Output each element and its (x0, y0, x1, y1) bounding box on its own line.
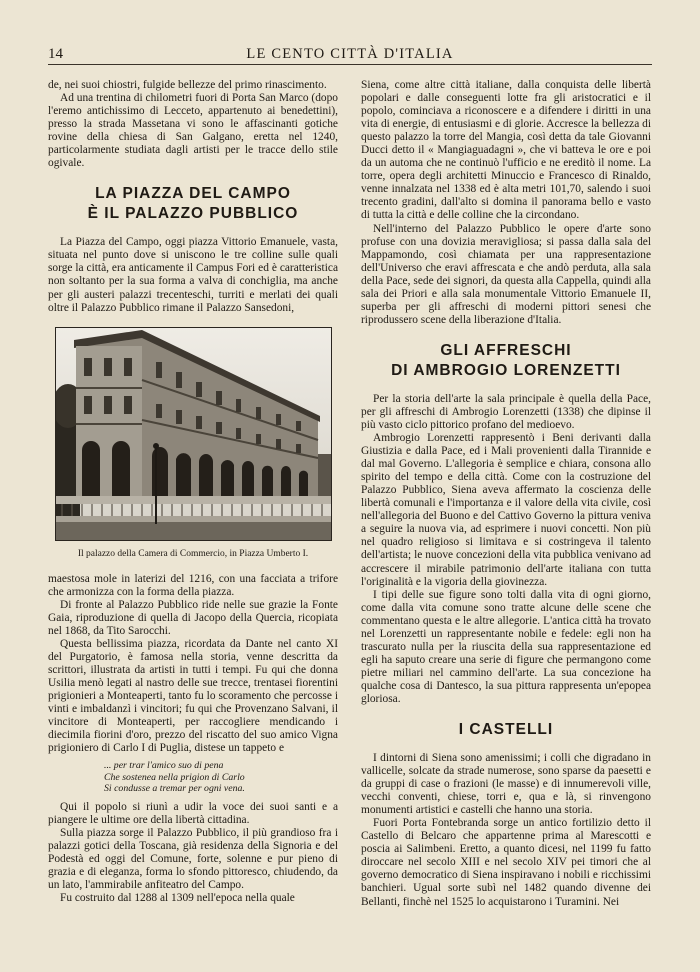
paragraph: Fu costruito dal 1288 al 1309 nell'epoca nella quale (60, 892, 295, 905)
page-number: 14 (48, 46, 63, 62)
running-header (48, 46, 652, 65)
right-column (361, 79, 651, 909)
verse-line: Che sostenea nella prigion di Carlo (104, 771, 245, 783)
paragraph: maestosa mole in laterizi del 1216, con una facciata a trifore che armonizza con la forma della piazza. (48, 572, 338, 598)
left-column (48, 79, 338, 905)
section-heading: DI AMBROGIO LORENZETTI (391, 361, 621, 379)
paragraph: Nell'interno del Palazzo Pubblico le opere d'arte sono profuse con una dovizia meravigliosa; si passa dalla sala del Mappamondo, così chiamata per una rappresentazione dell'Universo che eravi affrescata e che andò perduta, alla sala della Pace, sede dei signori, da questa alla Cappella, quindi alla sala dei Priori e alla sala monumentale Vittorio Emanuele II, superba per gli affreschi di moderni pittori senesi che riprodussero scene della liberazione d'Italia. (361, 222, 651, 326)
paragraph: Qui il popolo si riunì a udir la voce dei suoi santi e a piangere le ultime ore della libertà cittadina. (48, 800, 338, 826)
paragraph: Ad una trentina di chilometri fuori di Porta San Marco (dopo l'eremo antichissimo di Lecceto, appartenuto ai benedettini), presso la strada Massetana vi sono le affascinanti gotiche rovine della chiesa di San Galgano, eretta nel 1240, particolarmente studiata dagli artisti per le tracce dello stile ogivale. (48, 92, 338, 170)
section-heading: È IL PALAZZO PUBBLICO (87, 205, 299, 223)
running-title: LE CENTO CITTÀ D'ITALIA (246, 46, 454, 62)
section-heading: GLI AFFRESCHI (440, 341, 572, 359)
verse-quote (48, 760, 338, 795)
paragraph: I tipi delle sue figure sono tolti dalla vita di ogni giorno, come dalla vita comune sono tratte alcune delle scene che commentano questa e le altre allegorie. L'antica città ha trovato nel Lorenzetti un rappresentante nobile e fedele: egli non ha trascurato nulla per la riuscita della sua rappresentazione ed egli ha saputo creare una serie di figure che permangono come pietre miliari nel cammino dell'arte. La sua concezione ha qualche cosa di Dantesco, la sua pittura rappresenta un'epopea gloriosa. (361, 588, 651, 705)
paragraph: Questa bellissima piazza, ricordata da Dante nel canto XI del Purgatorio, è famosa nella storia, venne descritta da scrittori, illustrata da artisti in tutti i tempi. Fu qui che donna Usilia menò legati al nastro delle sue trecce, trentasei fiorentini prigionieri a Monteaperti, tanto fu lo scoramento che percosse i vinti e imbaldanzì i vincitori; fu qui che Provenzano Salvani, il vincitore di Monteaperti, per raccogliere mendicando i diecimila fiorini d'oro, prezzo del riscatto del suo amico Vigna prigioniero di Carlo I di Puglia, distese un tappeto e (48, 637, 338, 755)
paragraph: I dintorni di Siena sono amenissimi; i colli che digradano in vallicelle, solcate da strade numerose, sono sparse da paesetti e da gruppi di case o frazioni (le masse) e di innumerevoli ville, vecchi conventi, chiese, torri e, qua e là, si rinvengono monumenti artistici e castelli che hanno una storia. (361, 752, 651, 817)
section-heading: I CASTELLI (458, 721, 554, 739)
section-heading: LA PIAZZA DEL CAMPO (95, 185, 291, 203)
paragraph: de, nei suoi chiostri, fulgide bellezze del primo rinascimento. (48, 79, 327, 91)
paragraph: La Piazza del Campo, oggi piazza Vittorio Emanuele, vasta, situata nel punto dove si uniscono le tre colline sulle quali sorge la città, era anticamente il Campus Fori ed è caratteristica non soltanto per la sua forma a valva di conchiglia, ma anche per gli austeri palazzi trecenteschi, turriti e merlati dei quali oltre il Palazzo Pubblico rimane il Palazzo Sansedoni, (48, 236, 338, 314)
building-photo-illustration (56, 328, 331, 540)
photo-palazzo-camera-di-commercio (55, 327, 332, 541)
paragraph: Fuori Porta Fontebranda sorge un antico fortilizio detto il Castello di Belcaro che appartenne prima al Marescotti e poscia ai Salimbeni. Eretto, a quanto dicesi, nel 1199 fu fatto diroccare nel secolo XIII e nel secolo XIV pei timori che al governo democratico di Siena inspiravano i nobili e ricchissimi banchieri. Ugual sorte subì nel 1482 quando divenne dei Bellanti, finchè nel 1525 lo acquistarono i Turamini. Nei (361, 817, 651, 908)
paragraph: Sulla piazza sorge il Palazzo Pubblico, il più grandioso fra i palazzi gotici della Toscana, già residenza della Signoria e del Podestà ed oggi del Comune, forte, solenne e pur pieno di grazia e di eleganza, forma lo sfondo pittoresco, chiudendo, da un lato, l'ammirabile anfiteatro del Campo. (48, 826, 338, 892)
verse-line: Si condusse a tremar per ogni vena. (104, 783, 245, 795)
verse-line: ... per trar l'amico suo di pena (104, 760, 224, 772)
paragraph: Per la storia dell'arte la sala principale è quella della Pace, per gli affreschi di Ambrogio Lorenzetti (1338) che dipinse il più vasto ciclo pittorico profano del medioevo. (361, 392, 651, 431)
paragraph: Di fronte al Palazzo Pubblico ride nelle sue grazie la Fonte Gaia, riproduzione di quella di Jacopo della Quercia, ricopiata nel 1868, da Tito Sarocchi. (48, 598, 338, 637)
paragraph: Ambrogio Lorenzetti rappresentò i Beni derivanti dalla Giustizia e dalla Pace, ed i Mali provenienti dalla Tirannide e dal mal Governo. L'allegoria è semplice e chiara, consona allo spirito del tempo e della città. Come con la costruzione del Palazzo Pubblico, Siena aveva affermato la coscienza delle libertà comunali e l'importanza e il valore della vita civile, così nell'allegoria del Buono e del Cattivo Governo la pittura veniva a seguire la nuova via, ad esprimere i nuovi concetti. Non più nel quadro religioso si limitava e si costringeva il talento dell'artista; le nuove concezioni della vita pubblica venivano ad accrescere il mirabile patrimonio dell'arte italiana con tutta l'originalità e la vigoria della giovinezza. (361, 432, 651, 588)
photo-caption: Il palazzo della Camera di Commercio, in Piazza Umberto I. (77, 548, 309, 559)
paragraph: Siena, come altre città italiane, dalla conquista delle libertà popolari e dalle conseguenti lotte fra gli aristocratici e il popolo, cominciava a riconoscere e a difendere i diritti in una vita di energie, di entusiasmi e di glorie. Accresce la bellezza di questo palazzo la torre del Mangia, così detta da tale Giovanni Ducci detto il « Mangiaguadagni », che vi batteva le ore e poi da un automa che ne continuò l'ufficio e ne ereditò il nome. La torre, opera degli architetti Minuccio e Francesco di Rinaldo, venne innalzata nel 1338 ed è alta metri 101,70, salendo i suoi trecento gradini, dall'alto si domina il panorama bello e vasto di tutta la città e delle colline che la circondano. (361, 79, 651, 222)
